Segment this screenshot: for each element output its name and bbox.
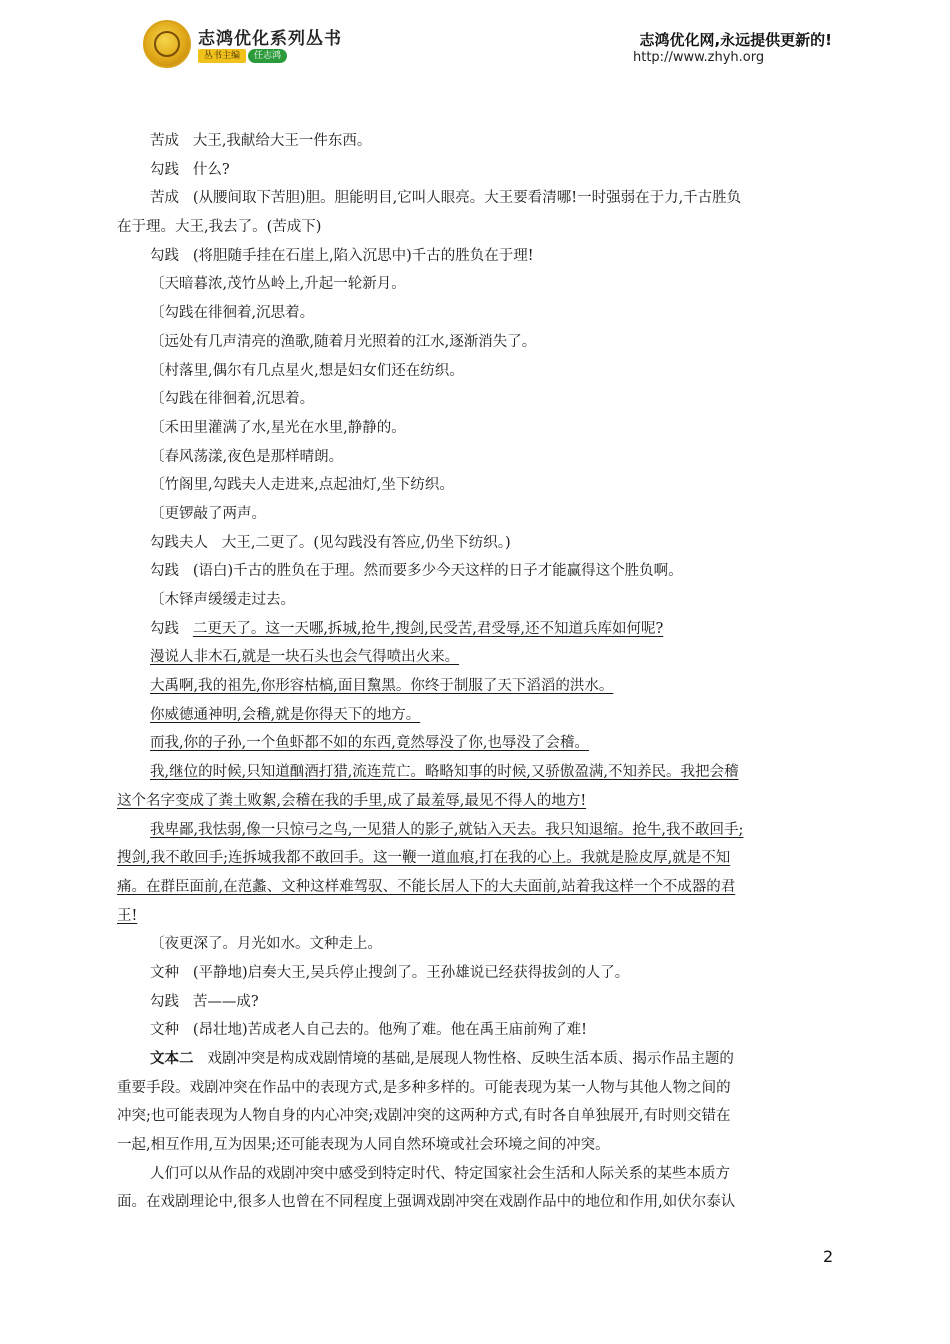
line-text: 漫说人非木石,就是一块石头也会气得喷出火来。: [150, 649, 460, 666]
line-text: 我卑鄙,我怯弱,像一只惊弓之鸟,一见猎人的影子,就钻入天去。我只知退缩。抢牛,我不敢回手;: [150, 821, 744, 838]
line-text: 搜剑,我不敢回手;连拆城我都不敢回手。这一鞭一道血痕,打在我的心上。我就是脸皮厚,就是不知: [117, 850, 731, 867]
line-text: 〔勾践在徘徊着,沉思着。: [150, 305, 315, 322]
line-text: 在于理。大王,我去了。(苦成下): [117, 219, 322, 236]
text-line: [117, 184, 830, 213]
text-line: [117, 127, 830, 156]
line-text: 大王,我献给大王一件东西。: [192, 133, 372, 149]
line-text: 这个名字变成了粪土败絮,会稽在我的手里,成了最羞辱,最见不得人的地方!: [117, 792, 587, 809]
site-url[interactable]: http://www.zhyh.org: [633, 50, 765, 65]
line-text: 〔远处有几声清亮的渔歌,随着月光照着的江水,逐渐消失了。: [150, 333, 537, 350]
line-text: (语白)千古的胜负在于理。然而要多少今天这样的日子才能赢得这个胜负啊。: [192, 563, 683, 580]
text-line: [117, 1045, 830, 1074]
text-line: [117, 1160, 830, 1189]
line-text: 〔夜更深了。月光如水。文种走上。: [150, 936, 382, 953]
text-line: [117, 328, 830, 357]
text-line: [117, 357, 830, 386]
line-text: 一起,相互作用,互为因果;还可能表现为人同自然环境或社会环境之间的冲突。: [117, 1137, 610, 1154]
line-text: (从腰间取下苦胆)胆。胆能明目,它叫人眼亮。大王要看清哪!一时强弱在于力,千古胜负: [192, 190, 742, 207]
line-text: 〔木铎声缓缓走过去。: [150, 592, 295, 608]
line-text: (平静地)启奏大王,吴兵停止搜剑了。王孙雄说已经获得拔剑的人了。: [192, 964, 630, 981]
speaker-name: 勾践: [150, 563, 179, 580]
text-line: [117, 385, 830, 414]
text-line: [117, 414, 830, 443]
speaker-name: 文种: [150, 1022, 179, 1039]
speaker-name: 勾践: [150, 247, 179, 264]
line-text: 王!: [117, 907, 138, 924]
line-text: 痛。在群臣面前,在范蠡、文种这样难驾驭、不能长居人下的大夫面前,站着我这样一个不成器的君: [117, 878, 736, 895]
speaker-name: 勾践: [150, 161, 179, 178]
text-line: [117, 787, 830, 816]
line-text: 戏剧冲突是构成戏剧情境的基础,是展现人物性格、反映生活本质、揭示作品主题的: [207, 1051, 734, 1067]
line-text: 什么?: [192, 161, 230, 178]
line-text: 苦——成?: [192, 993, 259, 1010]
document-body: [117, 127, 830, 1217]
line-text: 〔村落里,偶尔有几点星火,想是妇女们还在纺织。: [150, 362, 464, 379]
text-line: [117, 643, 830, 672]
speaker-name: 勾践: [150, 620, 179, 637]
text-line: [117, 672, 830, 701]
text-line: [117, 1188, 830, 1217]
line-text: 〔天暗暮浓,茂竹丛岭上,升起一轮新月。: [150, 276, 406, 293]
text-line: [117, 156, 830, 185]
text-line: [117, 500, 830, 529]
speaker-name: 苦成: [150, 190, 179, 207]
text-line: [117, 701, 830, 730]
line-text: 〔春风荡漾,夜色是那样晴朗。: [150, 448, 344, 465]
text-line: [117, 299, 830, 328]
text-line: [117, 529, 830, 558]
line-text: (昂壮地)苦成老人自己去的。他殉了难。他在禹王庙前殉了难!: [192, 1022, 587, 1039]
speaker-name: 文种: [150, 964, 179, 981]
page-number: 2: [823, 1247, 834, 1266]
text-line: [117, 242, 830, 271]
line-text: 冲突;也可能表现为人物自身的内心冲突;戏剧冲突的这两种方式,有时各自单独展开,有时则交错在: [117, 1108, 731, 1125]
text-line: [117, 1131, 830, 1160]
text-line: [117, 615, 830, 644]
line-text: 人们可以从作品的戏剧冲突中感受到特定时代、特定国家社会生活和人际关系的某些本质方: [150, 1165, 730, 1182]
line-text: 二更天了。这一天哪,拆城,抢牛,搜剑,民受苦,君受辱,还不知道兵库如何呢?: [192, 620, 664, 637]
speaker-name: 勾践: [150, 993, 179, 1010]
text-line: [117, 930, 830, 959]
text-line: [117, 844, 830, 873]
text-line: [117, 443, 830, 472]
line-text: 而我,你的子孙,一个鱼虾都不如的东西,竟然辱没了你,也辱没了会稽。: [150, 735, 589, 752]
publisher-logo-icon: [143, 20, 191, 68]
text-line: [117, 959, 830, 988]
line-text: 〔勾践在徘徊着,沉思着。: [150, 391, 315, 408]
page-header: [0, 0, 950, 80]
text-line: [117, 902, 830, 931]
text-line: [117, 213, 830, 242]
text-line: [117, 586, 830, 615]
series-title: 志鸿优化系列丛书: [198, 29, 342, 49]
line-text: 我,继位的时候,只知道酗酒打猎,流连荒亡。略略知事的时候,又骄傲盈满,不知养民。我把会稽: [150, 764, 739, 781]
text-line: [117, 758, 830, 787]
speaker-name: 苦成: [150, 133, 179, 149]
text-line: [117, 873, 830, 902]
editor-name-badge: 任志鸿: [248, 49, 287, 63]
line-text: 〔更锣敲了两声。: [150, 505, 266, 522]
text-line: [117, 1016, 830, 1045]
line-text: 面。在戏剧理论中,很多人也曾在不同程度上强调戏剧冲突在戏剧作品中的地位和作用,如伏尔泰认: [117, 1194, 736, 1211]
text-line: [117, 988, 830, 1017]
text-line: [117, 471, 830, 500]
text-line: [117, 729, 830, 758]
text-line: [117, 816, 830, 845]
line-text: 大王,二更了。(见勾践没有答应,仍坐下纺织。): [221, 534, 511, 551]
editor-label-badge: 丛书主编: [198, 49, 246, 63]
site-slogan: 志鸿优化网,永远提供更新的!: [639, 31, 832, 49]
text-line: [117, 1074, 830, 1103]
text-line: [117, 270, 830, 299]
line-text: 重要手段。戏剧冲突在作品中的表现方式,是多种多样的。可能表现为某一人物与其他人物之间的: [117, 1079, 731, 1096]
line-text: 你威德通神明,会稽,就是你得天下的地方。: [150, 706, 421, 723]
speaker-name: 勾践夫人: [150, 534, 208, 551]
speaker-name: 文本二: [150, 1050, 194, 1067]
line-text: 〔竹阁里,勾践夫人走进来,点起油灯,坐下纺织。: [150, 477, 454, 494]
text-line: [117, 557, 830, 586]
line-text: (将胆随手挂在石崖上,陷入沉思中)千古的胜负在于理!: [192, 247, 534, 264]
text-line: [117, 1102, 830, 1131]
line-text: 〔禾田里灌满了水,星光在水里,静静的。: [150, 419, 406, 436]
line-text: 大禹啊,我的祖先,你形容枯槁,面目黧黑。你终于制服了天下滔滔的洪水。: [150, 678, 614, 695]
